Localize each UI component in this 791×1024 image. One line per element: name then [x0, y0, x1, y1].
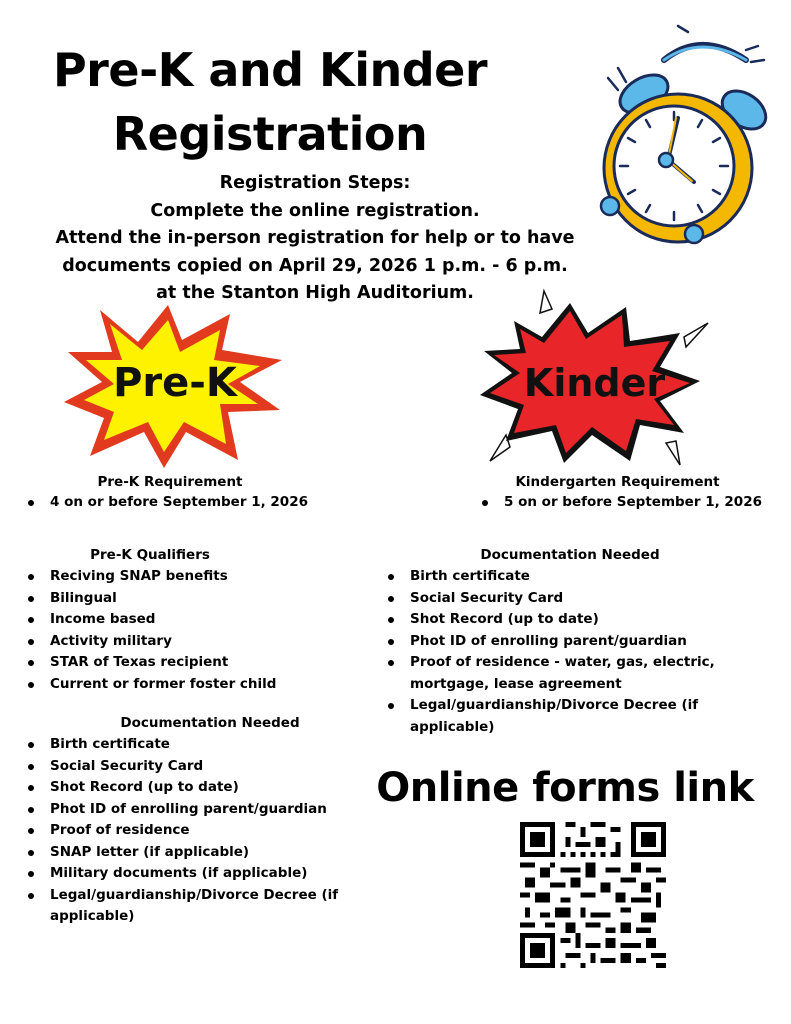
kinder-documentation-item: Proof of residence - water, gas, electric, mortgage, lease agreement: [382, 652, 722, 695]
kinder-documentation-item: Shot Record (up to date): [382, 609, 722, 631]
prek-requirement-heading: Pre-K Requirement: [97, 474, 243, 490]
kinder-documentation-item: Birth certificate: [382, 566, 722, 588]
prek-documentation-item: Legal/guardianship/Divorce Decree (if applicable): [22, 885, 352, 928]
prek-qualifiers-list: [22, 566, 352, 695]
page-title: [20, 38, 520, 166]
kinder-requirement-item: 5 on or before September 1, 2026: [476, 492, 776, 514]
prek-documentation-item: Social Security Card: [22, 756, 352, 778]
steps-line: Attend the in-person registration for help or to have: [55, 228, 575, 248]
prek-requirement-item: 4 on or before September 1, 2026: [22, 492, 352, 514]
prek-documentation-item: Shot Record (up to date): [22, 777, 352, 799]
prek-qualifier-item: Current or former foster child: [22, 674, 352, 696]
prek-documentation-item: Military documents (if applicable): [22, 863, 352, 885]
steps-line: Complete the online registration.: [150, 200, 480, 221]
online-forms-label: Online forms link: [376, 765, 754, 811]
steps-line: documents copied on April 29, 2026 1 p.m. - 6 p.m.: [62, 255, 568, 276]
steps-heading: Registration Steps:: [219, 173, 411, 193]
qr-code-icon[interactable]: [520, 822, 666, 968]
prek-documentation-item: Proof of residence: [22, 820, 352, 842]
steps-line: at the Stanton High Auditorium.: [156, 283, 474, 303]
prek-qualifier-item: STAR of Texas recipient: [22, 652, 352, 674]
prek-documentation-item: Phot ID of enrolling parent/guardian: [22, 799, 352, 821]
prek-qualifier-item: Bilingual: [22, 588, 352, 610]
kinder-documentation-heading: Documentation Needed: [480, 547, 660, 563]
prek-qualifier-item: Income based: [22, 609, 352, 631]
prek-requirement-list: [22, 492, 352, 514]
title-line-2: Registration: [112, 107, 428, 161]
kinder-requirement-list: [476, 492, 776, 514]
prek-documentation-item: SNAP letter (if applicable): [22, 842, 352, 864]
title-line-1: Pre-K and Kinder: [52, 43, 488, 97]
kinder-documentation-item: Legal/guardianship/Divorce Decree (if applicable): [382, 695, 722, 738]
kinder-documentation-list: [382, 566, 722, 738]
prek-qualifier-item: Activity military: [22, 631, 352, 653]
kinder-burst: [470, 285, 715, 470]
kinder-requirement-heading: Kindergarten Requirement: [515, 474, 720, 490]
prek-burst: [60, 300, 290, 470]
prek-qualifiers-heading: Pre-K Qualifiers: [90, 547, 210, 563]
prek-documentation-item: Birth certificate: [22, 734, 352, 756]
prek-burst-label: Pre-K: [113, 360, 237, 406]
prek-documentation-list: [22, 734, 352, 928]
kinder-burst-label: Kinder: [523, 361, 666, 405]
kinder-documentation-item: Social Security Card: [382, 588, 722, 610]
alarm-clock-icon: [596, 20, 776, 250]
prek-documentation-heading: Documentation Needed: [120, 715, 300, 731]
prek-qualifier-item: Reciving SNAP benefits: [22, 566, 352, 588]
kinder-documentation-item: Phot ID of enrolling parent/guardian: [382, 631, 722, 653]
